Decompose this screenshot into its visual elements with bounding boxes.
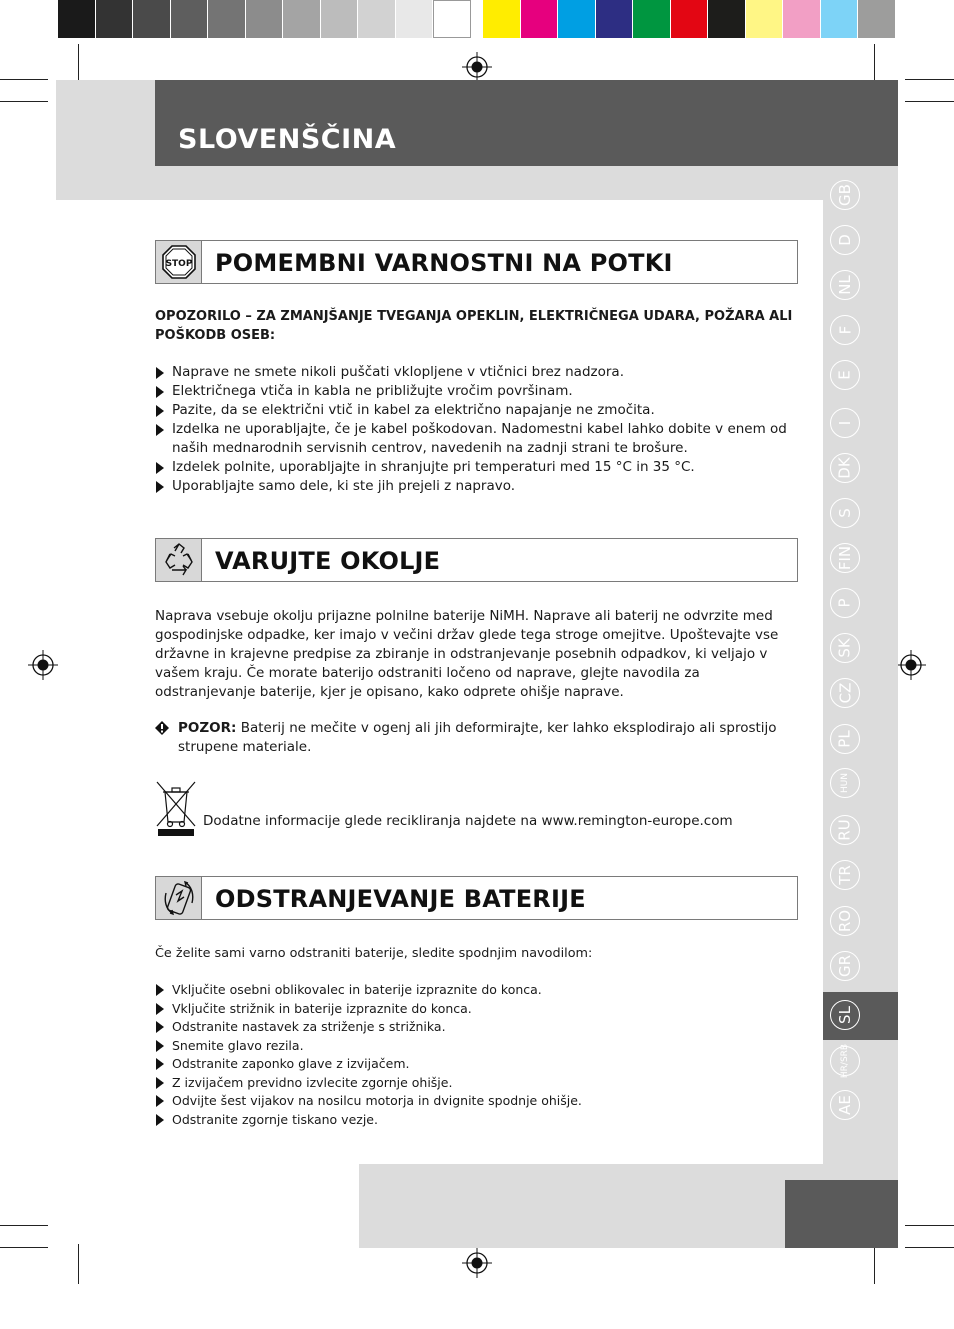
gray-swatch [396, 0, 434, 38]
language-tab-nl[interactable] [830, 270, 860, 300]
language-tab-label: P [835, 598, 854, 608]
language-tab-label: D [836, 234, 854, 246]
page-title: SLOVENŠČINA [178, 124, 397, 155]
list-item: Odstranite nastavek za striženje s strižnika. [155, 1018, 795, 1037]
language-tab-label: GB [835, 184, 854, 206]
page-number-block [785, 1180, 898, 1248]
color-swatch [821, 0, 859, 38]
language-tab-label: GR [835, 954, 854, 978]
gray-swatch [321, 0, 359, 38]
language-tab-label: I [836, 420, 854, 426]
crop-mark [0, 1225, 48, 1226]
language-tab-ae[interactable] [830, 1090, 860, 1120]
language-tab-label: CZ [836, 682, 854, 704]
list-item: Uporabljajte samo dele, ki ste jih prejeli z napravo. [155, 477, 795, 496]
crop-mark [78, 44, 79, 84]
language-tab-label: PL [836, 730, 854, 748]
language-tab-label: AE [836, 1095, 854, 1115]
language-tab-cz[interactable] [830, 678, 860, 708]
gray-swatch [283, 0, 321, 38]
list-item: Snemite glavo rezila. [155, 1037, 795, 1056]
language-tab-e[interactable] [830, 360, 860, 390]
crossed-bin-icon [155, 780, 197, 838]
language-tab-label: RU [836, 819, 854, 841]
list-item: Električnega vtiča in kabla ne približujte vročim površinam. [155, 382, 795, 401]
color-swatch [596, 0, 634, 38]
section-title: VARUJTE OKOLJE [215, 547, 441, 575]
caution-text: Baterij ne mečite v ogenj ali jih deformirajte, ker lahko eksplodirajo ali sprostijo strupene materiale. [178, 720, 777, 755]
language-tab-label: S [836, 508, 854, 518]
language-tab-pl[interactable] [830, 724, 860, 754]
list-item: Naprave ne smete nikoli puščati vklopljene v vtičnici brez nadzora. [155, 363, 795, 382]
language-tab-f[interactable] [830, 315, 860, 345]
language-tab-label: DK [835, 457, 854, 479]
registration-mark-icon [28, 650, 58, 680]
battery-steps [155, 981, 795, 1129]
page-corner-background [56, 80, 155, 200]
list-item: Pazite, da se električni vtič in kabel za električno napajanje ne zmočita. [155, 401, 795, 420]
language-tab-s[interactable] [830, 498, 860, 528]
registration-mark-icon [462, 1248, 492, 1278]
color-swatch [783, 0, 821, 38]
battery-list [155, 981, 795, 1129]
language-tab-hun[interactable] [830, 768, 860, 798]
crop-mark [0, 79, 48, 80]
svg-text:STOP: STOP [165, 259, 192, 269]
language-tab-ro[interactable] [830, 906, 860, 936]
color-swatch [746, 0, 784, 38]
language-tab-gb[interactable] [830, 180, 860, 210]
section-header-environment [155, 538, 798, 582]
grayscale-calibration-strip [58, 0, 471, 38]
battery-intro: Če želite sami varno odstraniti baterije, sledite spodnjim navodilom: [155, 946, 593, 961]
crop-mark [905, 79, 954, 80]
language-tab-p[interactable] [830, 588, 860, 618]
color-swatch [671, 0, 709, 38]
gray-swatch [96, 0, 134, 38]
safety-list [155, 363, 795, 496]
gray-swatch [133, 0, 171, 38]
stop-icon [156, 241, 202, 283]
language-tab-label: E [835, 370, 854, 380]
color-calibration-strip [483, 0, 896, 38]
language-tab-sl[interactable] [830, 1000, 860, 1030]
list-item: Z izvijačem previdno izvlecite zgornje ohišje. [155, 1074, 795, 1093]
crop-mark [905, 1225, 954, 1226]
language-tab-d[interactable] [830, 225, 860, 255]
language-tab-label: RO [835, 909, 854, 933]
list-item: Izdelek polnite, uporabljajte in shranjujte pri temperaturi med 15 °C in 35 °C. [155, 458, 795, 477]
color-swatch [858, 0, 896, 38]
crop-mark [874, 1244, 875, 1284]
safety-content [155, 307, 795, 496]
color-swatch [558, 0, 596, 38]
language-tab-hr-srb[interactable] [830, 1043, 860, 1079]
crop-mark [0, 1247, 48, 1248]
gray-swatch [433, 0, 471, 38]
color-swatch [521, 0, 559, 38]
language-tab-ru[interactable] [830, 815, 860, 845]
language-tab-i[interactable] [830, 408, 860, 438]
section-header-battery [155, 876, 798, 920]
language-tab-label: HR/SRB [840, 1043, 851, 1079]
gray-swatch [358, 0, 396, 38]
language-tab-fin[interactable] [830, 543, 860, 573]
registration-mark-icon [462, 52, 492, 82]
gray-swatch [208, 0, 246, 38]
warning-heading: OPOZORILO – ZA ZMANJŠANJE TVEGANJA OPEKLIN, ELEKTRIČNEGA UDARA, POŽARA ALI POŠKODB OSEB: [155, 309, 793, 343]
caution-icon [155, 721, 169, 735]
language-tab-tr[interactable] [830, 860, 860, 890]
caution-label: POZOR: [178, 720, 237, 736]
crop-mark [874, 44, 875, 84]
section-title: ODSTRANJEVANJE BATERIJE [215, 885, 586, 913]
language-tab-label: FIN [836, 545, 854, 571]
list-item: Odstranite zgornje tiskano vezje. [155, 1111, 795, 1130]
language-tab-label: HUN [840, 772, 850, 794]
caution-note [155, 719, 795, 757]
language-tab-sk[interactable] [830, 633, 860, 663]
gray-swatch [171, 0, 209, 38]
list-item: Izdelka ne uporabljajte, če je kabel poškodovan. Nadomestni kabel lahko dobite v enem od naših mednarodnih servisnih centrov, navedenih na zadnji strani te brošure. [155, 420, 795, 458]
section-header-safety [155, 240, 798, 284]
list-item: Odstranite zaponko glave z izvijačem. [155, 1055, 795, 1074]
section-title: POMEMBNI VARNOSTNI NA POTKI [215, 249, 673, 277]
crop-mark [905, 1247, 954, 1248]
list-item: Vključite osebni oblikovalec in baterije izpraznite do konca. [155, 981, 795, 1000]
language-tab-gr[interactable] [830, 951, 860, 981]
list-item: Vključite strižnik in baterije izpraznite do konca. [155, 1000, 795, 1019]
list-item: Odvijte šest vijakov na nosilcu motorja in dvignite spodnje ohišje. [155, 1092, 795, 1111]
crop-mark [78, 1244, 79, 1284]
color-swatch [708, 0, 746, 38]
color-swatch [483, 0, 521, 38]
color-swatch [633, 0, 671, 38]
gray-swatch [58, 0, 96, 38]
language-tab-label: TR [836, 865, 854, 885]
header-underband [155, 166, 897, 200]
crop-mark [905, 101, 954, 102]
language-tab-dk[interactable] [830, 453, 860, 483]
language-tab-label: SL [835, 1006, 854, 1024]
language-tab-label: F [835, 325, 854, 335]
recycle-icon [156, 539, 202, 581]
language-tab-label: NL [835, 275, 854, 295]
gray-swatch [246, 0, 284, 38]
environment-paragraph: Naprava vsebuje okolju prijazne polnilne baterije NiMH. Naprave ali baterij ne odvrzite med gospodinjske odpadke, ker imajo v večini držav glede tega stroge omejitve. Upoštevajte vse državne in krajevne predpise za zbiranje in odstranjevanje posebnih odpadkov, ki veljajo v vašem kraju. Če morate baterijo odstraniti ločeno od naprave, glejte navodila za odstranjevanje baterije, kjer je opisano, kako odprete ohišje naprave. [155, 608, 779, 700]
battery-removal-icon [156, 877, 202, 919]
crop-mark [0, 101, 48, 102]
language-tab-label: SK [835, 638, 854, 658]
recycling-info: Dodatne informacije glede recikliranja najdete na www.remington-europe.com [203, 813, 733, 829]
registration-mark-icon [896, 650, 926, 680]
